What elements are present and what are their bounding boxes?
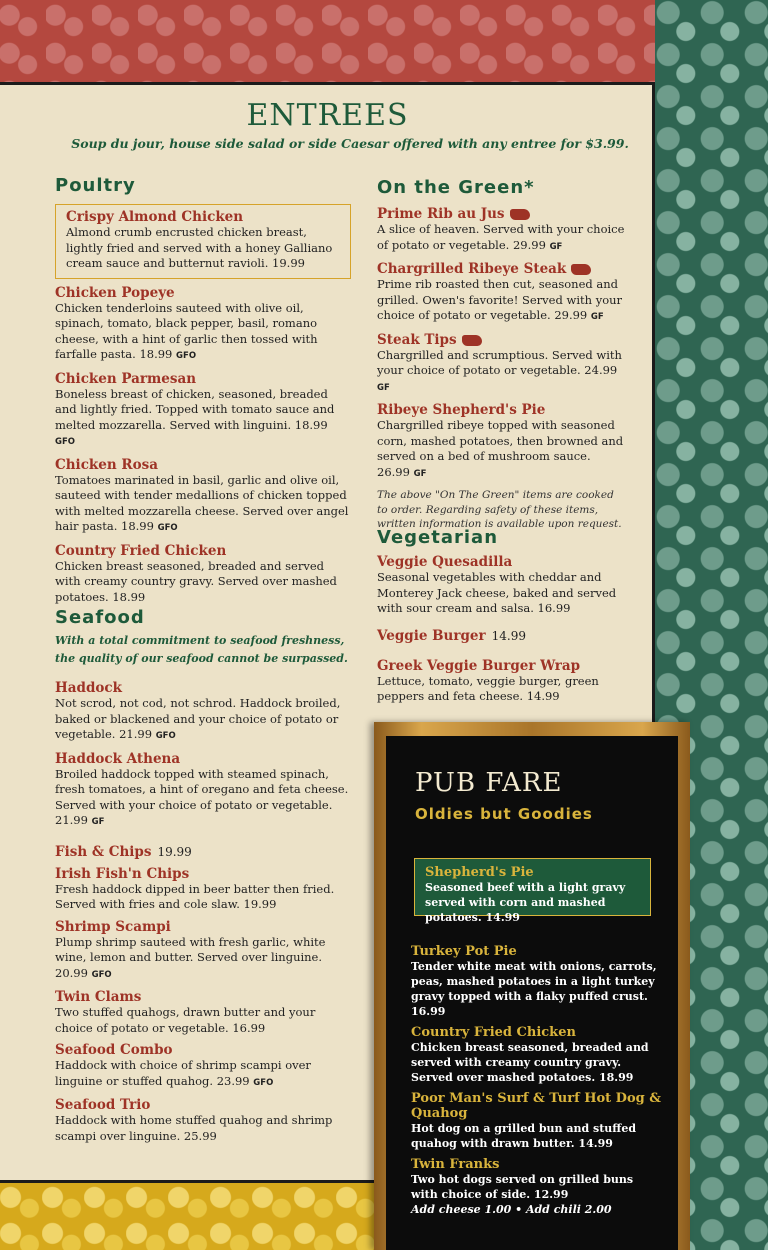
green-section	[377, 177, 627, 532]
page-subtitle: Soup du jour, house side salad or side Caesar offered with any entree for $3.99.	[71, 136, 629, 151]
item-name: Haddock	[55, 680, 122, 696]
bottom-shamrock-band	[0, 1183, 380, 1250]
pub-fare-list	[411, 944, 661, 1223]
seafood-section	[55, 607, 351, 1144]
gf-tag: GFO	[253, 1077, 274, 1088]
pub-fare-subtitle: Oldies but Goodies	[415, 805, 593, 823]
menu-item	[411, 1091, 661, 1151]
beef-icon	[462, 335, 482, 346]
vegetarian-section	[377, 527, 627, 705]
item-desc: Tomatoes marinated in basil, garlic and olive oil, sauteed with tender medallions of chicken topped with melted mozzarella cheese. Served over angel hair pasta. 18.99 GFO	[55, 472, 349, 533]
item-name: Chicken Popeye	[55, 284, 175, 301]
item-name: Ribeye Shepherd's Pie	[377, 402, 546, 418]
item-desc: Broiled haddock topped with steamed spinach, fresh tomatoes, a hint of oregano and feta cheese. Served with your choice of potato or vegetable. 21.99 GF	[55, 766, 349, 827]
item-name: Shrimp Scampi	[55, 918, 171, 935]
item-desc: Chicken breast seasoned, breaded and served with creamy country gravy. Served over mashed potatoes. 18.99	[411, 1041, 649, 1084]
menu-item	[55, 543, 351, 606]
item-name: Turkey Pot Pie	[411, 944, 517, 959]
menu-item	[377, 206, 627, 255]
item-desc: Haddock with choice of shrimp scampi over linguine or stuffed quahog. 23.99 GFO	[55, 1058, 311, 1088]
menu-item	[55, 1097, 351, 1144]
item-desc: Chargrilled ribeye topped with seasoned corn, mashed potatoes, then browned and served on a bed of mushroom sauce. 26.99 GF	[377, 418, 624, 479]
pub-fare-title: PUB FARE	[415, 768, 563, 798]
menu-item	[377, 332, 627, 397]
beef-icon	[571, 264, 591, 275]
item-price: 19.99	[157, 844, 192, 859]
menu-item	[55, 841, 351, 860]
item-name: Prime Rib au Jus	[377, 206, 627, 222]
item-desc: Seasonal vegetables with cheddar and Monterey Jack cheese, baked and served with sour cream and salsa. 16.99	[377, 570, 617, 615]
gf-tag: GF	[377, 382, 390, 393]
item-name: Crispy Almond Chicken	[66, 209, 244, 225]
item-name: Chargrilled Ribeye Steak	[377, 261, 627, 277]
menu-item	[411, 944, 661, 1019]
gf-tag: GF	[413, 468, 427, 479]
item-name: Seafood Combo	[55, 1042, 173, 1058]
item-name: Twin Franks	[411, 1157, 500, 1172]
item-desc: Almond crumb encrusted chicken breast, lightly fried and served with a honey Galliano cream sauce and butternut ravioli. 19.99	[66, 225, 333, 270]
item-name: Irish Fish'n Chips	[55, 865, 190, 882]
item-desc: Lettuce, tomato, veggie burger, green peppers and feta cheese. 14.99	[377, 673, 599, 703]
gf-tag: GF	[91, 817, 105, 827]
item-name: Veggie Burger	[377, 627, 486, 644]
gf-tag: GFO	[91, 969, 112, 980]
item-desc: Seasoned beef with a light gravy served with corn and mashed potatoes. 14.99	[425, 881, 626, 924]
item-name: Shepherd's Pie	[425, 865, 534, 880]
section-title: Poultry	[55, 175, 136, 196]
page-title: ENTREES	[246, 98, 409, 133]
item-name: Seafood Trio	[55, 1097, 151, 1113]
menu-item	[55, 1042, 351, 1091]
item-name: Chicken Parmesan	[55, 370, 197, 387]
menu-item	[55, 751, 351, 831]
gf-tag: GF	[590, 312, 604, 322]
item-desc: Chargrilled and scrumptious. Served with your choice of potato or vegetable. 24.99 GF	[377, 347, 622, 393]
section-note: With a total commitment to seafood freshness, the quality of our seafood cannot be surpassed.	[55, 634, 348, 665]
menu-item	[377, 261, 627, 326]
item-desc: Plump shrimp sauteed with fresh garlic, white wine, lemon and butter. Served over linguine. 20.99 GFO	[55, 934, 326, 980]
cooked-to-order-note: The above "On The Green" items are cooked to order. Regarding safety of these items, written information is available upon request.	[377, 489, 622, 530]
item-desc: Chicken tenderloins sauteed with olive oil, spinach, tomato, black pepper, basil, romano cheese, with a hint of garlic then tossed with farfalle pasta. 18.99 GFO	[55, 300, 318, 361]
item-desc: Fresh haddock dipped in beer batter then fried. Served with fries and cole slaw. 19.99	[55, 881, 335, 911]
item-price: 14.99	[491, 628, 526, 643]
menu-item	[377, 625, 627, 644]
item-desc: Not scrod, not cod, not schrod. Haddock broiled, baked or blackened and your choice of potato or vegetable. 21.99 GFO	[55, 696, 341, 741]
item-name: Country Fried Chicken	[55, 542, 227, 559]
gf-tag: GFO	[155, 731, 176, 741]
item-desc: Two stuffed quahogs, drawn butter and your choice of potato or vegetable. 16.99	[55, 1005, 316, 1035]
menu-item	[55, 371, 351, 451]
gf-tag: GFO	[157, 523, 178, 533]
poultry-section	[55, 175, 351, 605]
item-desc: Tender white meat with onions, carrots, peas, mashed potatoes in a light turkey gravy topped with a flaky puffed crust. 16.99	[411, 960, 657, 1018]
menu-item	[377, 554, 627, 617]
item-desc: Boneless breast of chicken, seasoned, breaded and lightly fried. Topped with tomato sauce and melted mozzarella. Served with linguini. 18.99 GFO	[55, 386, 335, 447]
menu-item	[55, 919, 351, 984]
item-desc: Chicken breast seasoned, breaded and served with creamy country gravy. Served over mashed potatoes. 18.99	[55, 558, 337, 604]
item-desc: Prime rib roasted then cut, seasoned and grilled. Owen's favorite! Served with your choice of potato or vegetable. 29.99 GF	[377, 277, 623, 322]
menu-item	[377, 402, 627, 482]
item-desc: Two hot dogs served on grilled buns with choice of side. 12.99	[411, 1173, 634, 1201]
top-shamrock-band	[0, 0, 655, 82]
menu-item	[55, 989, 351, 1036]
section-title: Vegetarian	[377, 527, 499, 548]
pub-featured-item	[414, 858, 651, 924]
item-desc: A slice of heaven. Served with your choice of potato or vegetable. 29.99 GF	[377, 222, 625, 252]
item-name: Fish & Chips	[55, 843, 152, 860]
item-name: Haddock Athena	[55, 750, 181, 767]
gf-tag: GFO	[176, 351, 197, 361]
menu-item	[377, 658, 627, 705]
menu-item	[55, 680, 351, 745]
menu-item-featured	[55, 204, 351, 279]
gf-tag: GFO	[55, 437, 76, 447]
beef-icon	[510, 209, 530, 220]
section-title: Seafood	[55, 607, 145, 628]
item-name: Veggie Quesadilla	[377, 554, 513, 570]
item-name: Twin Clams	[55, 989, 142, 1005]
gf-tag: GF	[549, 241, 563, 252]
item-desc: Haddock with home stuffed quahog and shrimp scampi over linguine. 25.99	[55, 1113, 333, 1143]
menu-item	[411, 1157, 661, 1217]
section-title: On the Green*	[377, 177, 535, 198]
item-name: Country Fried Chicken	[411, 1025, 576, 1040]
item-name: Chicken Rosa	[55, 456, 158, 473]
menu-item	[55, 457, 351, 537]
menu-item	[55, 285, 351, 365]
item-desc: Hot dog on a grilled bun and stuffed quahog with drawn butter. 14.99	[411, 1122, 637, 1150]
menu-item	[55, 866, 351, 913]
item-name: Poor Man's Surf & Turf Hot Dog & Quahog	[411, 1091, 661, 1121]
item-name: Greek Veggie Burger Wrap	[377, 657, 581, 674]
item-name: Steak Tips	[377, 332, 627, 348]
item-addons: Add cheese 1.00 • Add chili 2.00	[411, 1203, 612, 1216]
menu-item	[411, 1025, 661, 1085]
